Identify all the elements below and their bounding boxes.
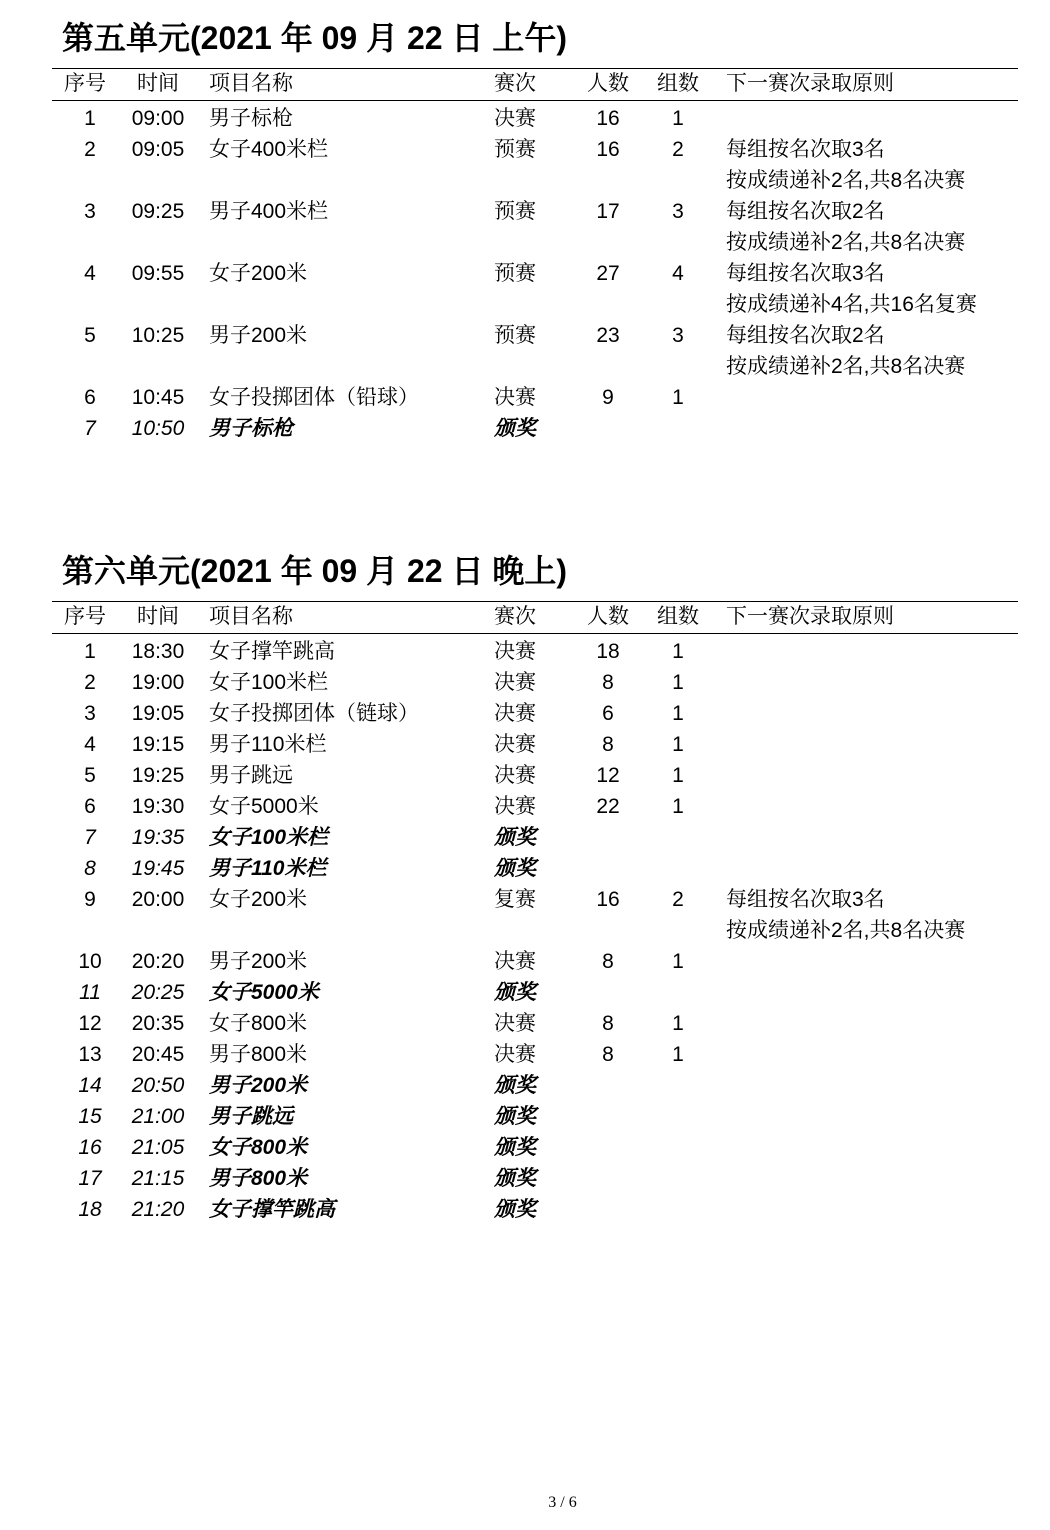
cell-rule-line: 每组按名次取3名 bbox=[726, 888, 885, 911]
cell-event: 男子200米 bbox=[209, 950, 308, 973]
cell-round: 决赛 bbox=[494, 733, 536, 756]
cell-round: 颁奖 bbox=[494, 981, 536, 1004]
cell-time: 20:20 bbox=[131, 950, 185, 973]
cell-count bbox=[568, 853, 648, 884]
header-groups: 组数 bbox=[657, 72, 699, 95]
cell-time: 21:05 bbox=[131, 1136, 185, 1159]
cell-time: 19:25 bbox=[131, 764, 185, 787]
cell-no: 18 bbox=[78, 1198, 102, 1221]
cell-count bbox=[568, 1132, 648, 1163]
cell-groups bbox=[648, 1132, 708, 1163]
cell-time: 20:45 bbox=[131, 1043, 185, 1066]
cell-time: 09:00 bbox=[131, 107, 185, 130]
header-time: 时间 bbox=[137, 72, 179, 95]
header-count: 人数 bbox=[587, 72, 629, 95]
cell-round: 决赛 bbox=[494, 386, 536, 409]
cell-round: 决赛 bbox=[494, 107, 536, 130]
cell-groups bbox=[648, 1194, 708, 1225]
cell-time: 10:25 bbox=[131, 324, 185, 347]
cell-groups bbox=[648, 1070, 708, 1101]
cell-rule-line: 每组按名次取3名 bbox=[726, 138, 885, 161]
cell-count: 8 bbox=[602, 1043, 614, 1066]
cell-event: 女子200米 bbox=[209, 888, 308, 911]
cell-event: 男子跳远 bbox=[209, 764, 293, 787]
cell-event: 男子标枪 bbox=[209, 417, 293, 440]
cell-no: 10 bbox=[78, 950, 102, 973]
table-row bbox=[52, 946, 1018, 977]
cell-rule-line: 每组按名次取2名 bbox=[726, 324, 885, 347]
cell-event: 女子400米栏 bbox=[209, 138, 329, 161]
cell-count: 23 bbox=[596, 324, 620, 347]
cell-event: 女子撑竿跳高 bbox=[209, 1198, 335, 1221]
cell-groups bbox=[648, 1101, 708, 1132]
cell-no: 7 bbox=[84, 417, 96, 440]
table-row bbox=[52, 258, 1018, 316]
cell-round: 预赛 bbox=[494, 262, 536, 285]
cell-round: 决赛 bbox=[494, 671, 536, 694]
unit-title: 第五单元(2021 年 09 月 22 日 上午) bbox=[62, 20, 568, 56]
unit-title: 第六单元(2021 年 09 月 22 日 晚上) bbox=[62, 553, 568, 589]
cell-groups: 1 bbox=[672, 107, 684, 130]
cell-count: 8 bbox=[602, 671, 614, 694]
cell-event: 男子400米栏 bbox=[209, 200, 329, 223]
cell-count: 6 bbox=[602, 702, 614, 725]
cell-no: 17 bbox=[78, 1167, 102, 1190]
cell-count bbox=[568, 1070, 648, 1101]
cell-round: 颁奖 bbox=[494, 1167, 536, 1190]
cell-time: 20:25 bbox=[131, 981, 185, 1004]
cell-event: 女子投掷团体（链球） bbox=[209, 702, 419, 725]
cell-count bbox=[568, 413, 648, 444]
cell-round: 预赛 bbox=[494, 200, 536, 223]
cell-groups: 1 bbox=[672, 671, 684, 694]
cell-no: 5 bbox=[84, 764, 96, 787]
cell-count: 16 bbox=[596, 138, 620, 161]
cell-round: 决赛 bbox=[494, 795, 536, 818]
table-row bbox=[52, 760, 1018, 791]
cell-no: 16 bbox=[78, 1136, 102, 1159]
cell-no: 4 bbox=[84, 262, 96, 285]
cell-event: 女子200米 bbox=[209, 262, 308, 285]
cell-event: 男子标枪 bbox=[209, 107, 293, 130]
cell-groups: 2 bbox=[672, 138, 684, 161]
cell-groups: 1 bbox=[672, 795, 684, 818]
cell-rule-line: 按成绩递补2名,共8名决赛 bbox=[726, 231, 966, 254]
cell-event: 女子800米 bbox=[209, 1012, 308, 1035]
cell-event: 男子200米 bbox=[209, 324, 308, 347]
cell-count: 18 bbox=[596, 640, 620, 663]
cell-groups bbox=[648, 1163, 708, 1194]
ceremony-row bbox=[52, 977, 1018, 1008]
cell-time: 21:00 bbox=[131, 1105, 185, 1128]
table-row bbox=[52, 884, 1018, 942]
cell-count bbox=[568, 1163, 648, 1194]
cell-count bbox=[568, 977, 648, 1008]
header-round: 赛次 bbox=[494, 72, 536, 95]
cell-round: 预赛 bbox=[494, 324, 536, 347]
cell-no: 11 bbox=[79, 981, 101, 1004]
cell-round: 决赛 bbox=[494, 702, 536, 725]
table-row bbox=[52, 103, 1018, 134]
cell-no: 8 bbox=[84, 857, 96, 880]
cell-no: 6 bbox=[84, 386, 96, 409]
cell-round: 复赛 bbox=[494, 888, 536, 911]
ceremony-row bbox=[52, 1132, 1018, 1163]
cell-groups bbox=[648, 822, 708, 853]
cell-no: 2 bbox=[84, 138, 96, 161]
cell-event: 女子100米栏 bbox=[209, 671, 329, 694]
cell-no: 9 bbox=[84, 888, 96, 911]
cell-count: 22 bbox=[596, 795, 620, 818]
table-row bbox=[52, 196, 1018, 254]
cell-rule-line: 按成绩递补2名,共8名决赛 bbox=[726, 919, 966, 942]
cell-event: 男子跳远 bbox=[209, 1105, 293, 1128]
cell-no: 12 bbox=[78, 1012, 102, 1035]
cell-time: 20:50 bbox=[131, 1074, 185, 1097]
cell-groups bbox=[648, 853, 708, 884]
cell-round: 颁奖 bbox=[494, 1136, 536, 1159]
cell-groups: 1 bbox=[672, 386, 684, 409]
cell-groups: 1 bbox=[672, 733, 684, 756]
header-time: 时间 bbox=[137, 605, 179, 628]
cell-round: 颁奖 bbox=[494, 1198, 536, 1221]
cell-event: 男子800米 bbox=[209, 1167, 308, 1190]
header-event: 项目名称 bbox=[209, 72, 293, 95]
cell-time: 10:45 bbox=[131, 386, 185, 409]
cell-count bbox=[568, 1101, 648, 1132]
cell-count bbox=[568, 822, 648, 853]
cell-time: 20:00 bbox=[131, 888, 185, 911]
header-no: 序号 bbox=[64, 605, 106, 628]
cell-round: 颁奖 bbox=[494, 1074, 536, 1097]
cell-count: 16 bbox=[596, 107, 620, 130]
cell-count: 27 bbox=[596, 262, 620, 285]
cell-groups bbox=[648, 413, 708, 444]
header-rule: 下一赛次录取原则 bbox=[726, 605, 894, 628]
cell-groups: 1 bbox=[672, 950, 684, 973]
cell-groups: 2 bbox=[672, 888, 684, 911]
table-header bbox=[52, 68, 1018, 101]
cell-event: 女子100米栏 bbox=[209, 826, 329, 849]
cell-no: 7 bbox=[84, 826, 96, 849]
cell-round: 决赛 bbox=[494, 640, 536, 663]
header-groups: 组数 bbox=[657, 605, 699, 628]
table-row bbox=[52, 1008, 1018, 1039]
ceremony-row bbox=[52, 413, 1018, 444]
cell-no: 6 bbox=[84, 795, 96, 818]
cell-groups: 1 bbox=[672, 1012, 684, 1035]
cell-time: 09:55 bbox=[131, 262, 185, 285]
cell-time: 19:15 bbox=[131, 733, 185, 756]
table-row bbox=[52, 698, 1018, 729]
cell-groups: 1 bbox=[672, 640, 684, 663]
cell-no: 4 bbox=[84, 733, 96, 756]
cell-time: 19:35 bbox=[131, 826, 185, 849]
cell-event: 女子投掷团体（铅球） bbox=[209, 386, 419, 409]
cell-round: 颁奖 bbox=[494, 1105, 536, 1128]
cell-count: 8 bbox=[602, 950, 614, 973]
cell-no: 15 bbox=[78, 1105, 102, 1128]
cell-groups bbox=[648, 977, 708, 1008]
cell-count: 8 bbox=[602, 1012, 614, 1035]
cell-time: 20:35 bbox=[131, 1012, 185, 1035]
cell-event: 女子800米 bbox=[209, 1136, 308, 1159]
table-header bbox=[52, 601, 1018, 634]
ceremony-row bbox=[52, 1163, 1018, 1194]
cell-round: 决赛 bbox=[494, 1043, 536, 1066]
ceremony-row bbox=[52, 1194, 1018, 1225]
cell-round: 预赛 bbox=[494, 138, 536, 161]
header-count: 人数 bbox=[587, 605, 629, 628]
cell-groups: 3 bbox=[672, 324, 684, 347]
cell-round: 颁奖 bbox=[494, 417, 536, 440]
table-row bbox=[52, 134, 1018, 192]
cell-count: 9 bbox=[602, 386, 614, 409]
cell-groups: 3 bbox=[672, 200, 684, 223]
cell-round: 颁奖 bbox=[494, 857, 536, 880]
table-row bbox=[52, 791, 1018, 822]
cell-groups: 4 bbox=[672, 262, 684, 285]
ceremony-row bbox=[52, 1101, 1018, 1132]
cell-event: 男子800米 bbox=[209, 1043, 308, 1066]
cell-time: 21:15 bbox=[131, 1167, 185, 1190]
table-row bbox=[52, 729, 1018, 760]
cell-rule-line: 按成绩递补2名,共8名决赛 bbox=[726, 169, 966, 192]
cell-count: 8 bbox=[602, 733, 614, 756]
cell-no: 13 bbox=[78, 1043, 102, 1066]
cell-round: 决赛 bbox=[494, 950, 536, 973]
cell-count bbox=[568, 1194, 648, 1225]
cell-round: 颁奖 bbox=[494, 826, 536, 849]
ceremony-row bbox=[52, 1070, 1018, 1101]
cell-no: 5 bbox=[84, 324, 96, 347]
cell-rule-line: 每组按名次取2名 bbox=[726, 200, 885, 223]
cell-time: 09:25 bbox=[131, 200, 185, 223]
table-row bbox=[52, 1039, 1018, 1070]
cell-event: 女子撑竿跳高 bbox=[209, 640, 335, 663]
table-row bbox=[52, 320, 1018, 378]
cell-rule-line: 按成绩递补4名,共16名复赛 bbox=[726, 293, 977, 316]
cell-event: 男子110米栏 bbox=[209, 857, 327, 880]
cell-no: 1 bbox=[84, 107, 96, 130]
cell-rule-line: 每组按名次取3名 bbox=[726, 262, 885, 285]
cell-no: 1 bbox=[84, 640, 96, 663]
cell-event: 女子5000米 bbox=[209, 795, 319, 818]
cell-time: 09:05 bbox=[131, 138, 185, 161]
table-row bbox=[52, 382, 1018, 413]
header-no: 序号 bbox=[64, 72, 106, 95]
header-rule: 下一赛次录取原则 bbox=[726, 72, 894, 95]
cell-event: 男子110米栏 bbox=[209, 733, 327, 756]
page-number: 3 / 6 bbox=[548, 1494, 577, 1511]
cell-no: 14 bbox=[78, 1074, 102, 1097]
cell-count: 12 bbox=[596, 764, 620, 787]
cell-time: 19:30 bbox=[131, 795, 185, 818]
ceremony-row bbox=[52, 822, 1018, 853]
cell-rule-line: 按成绩递补2名,共8名决赛 bbox=[726, 355, 966, 378]
cell-no: 3 bbox=[84, 200, 96, 223]
cell-time: 10:50 bbox=[131, 417, 185, 440]
cell-no: 3 bbox=[84, 702, 96, 725]
cell-event: 女子5000米 bbox=[209, 981, 319, 1004]
table-row bbox=[52, 667, 1018, 698]
cell-count: 17 bbox=[596, 200, 620, 223]
cell-time: 21:20 bbox=[131, 1198, 185, 1221]
cell-groups: 1 bbox=[672, 702, 684, 725]
cell-event: 男子200米 bbox=[209, 1074, 308, 1097]
table-row bbox=[52, 636, 1018, 667]
cell-groups: 1 bbox=[672, 1043, 684, 1066]
ceremony-row bbox=[52, 853, 1018, 884]
header-event: 项目名称 bbox=[209, 605, 293, 628]
cell-time: 18:30 bbox=[131, 640, 185, 663]
cell-count: 16 bbox=[596, 888, 620, 911]
cell-time: 19:00 bbox=[131, 671, 185, 694]
cell-round: 决赛 bbox=[494, 1012, 536, 1035]
cell-no: 2 bbox=[84, 671, 96, 694]
cell-groups: 1 bbox=[672, 764, 684, 787]
cell-time: 19:45 bbox=[131, 857, 185, 880]
cell-round: 决赛 bbox=[494, 764, 536, 787]
cell-time: 19:05 bbox=[131, 702, 185, 725]
header-round: 赛次 bbox=[494, 605, 536, 628]
